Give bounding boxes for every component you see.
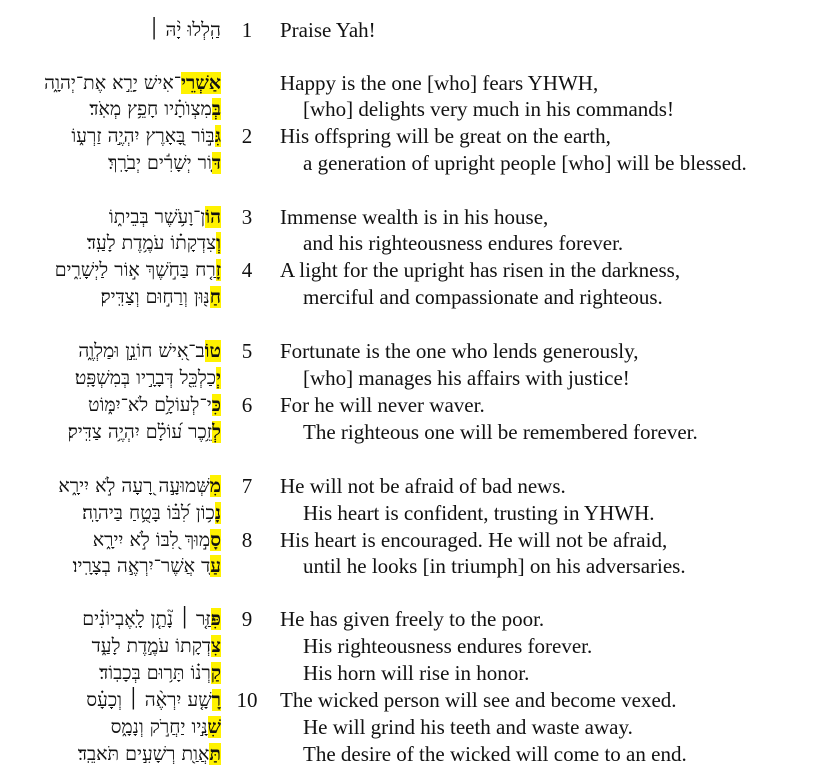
verse-line <box>0 687 825 714</box>
verse-line <box>0 17 825 44</box>
verse-number: 4 <box>241 258 253 282</box>
hebrew-rest: זֵ֥כֶר ע֝וֹלָ֗ם יִהְיֶ֥ה צַדִּֽיק׃ <box>67 421 213 443</box>
hebrew-rest: כ֥וֹן לִ֝בּ֗וֹ בָּטֻ֥חַ בַּיהוָֽה׃ <box>82 502 215 524</box>
english-translation: The righteous one will be remembered forever. <box>303 420 698 444</box>
acrostic-letter-highlight: צִ <box>211 635 221 657</box>
hebrew-text <box>58 473 221 500</box>
english-translation: Praise Yah! <box>280 18 376 42</box>
english-translation: The wicked person will see and become vexed. <box>280 688 677 712</box>
english-translation: He will grind his teeth and waste away. <box>303 715 633 739</box>
verse-line <box>0 70 825 97</box>
acrostic-letter-highlight: נָ <box>214 502 221 524</box>
verse-line <box>0 606 825 633</box>
acrostic-letter-highlight: דּ <box>211 152 221 174</box>
english-translation: a generation of upright people [who] will be blessed. <box>303 151 747 175</box>
english-translation: [who] delights very much in his commands! <box>303 97 674 121</box>
hebrew-rest: ֤וֹר יְשָׁרִ֬ים יְבֹרָֽךְ׃ <box>108 152 212 174</box>
acrostic-letter-highlight: וְ <box>216 232 221 254</box>
acrostic-letter-highlight: עַ <box>210 555 221 577</box>
verse-line <box>0 123 825 150</box>
hebrew-rest: שְּׁמוּעָ֣ה רָ֭עָה לֹ֣א יִירָ֑א <box>58 475 210 497</box>
english-translation: Fortunate is the one who lends generously, <box>280 339 639 363</box>
acrostic-letter-highlight: זָ <box>215 259 221 281</box>
hebrew-rest: מִצְוֺתָ֗יו חָפֵ֥ץ מְאֹֽד׃ <box>89 98 212 120</box>
hebrew-text <box>111 714 221 741</box>
verse-line <box>0 527 825 554</box>
english-translation: and his righteousness endures forever. <box>303 231 624 255</box>
hebrew-text <box>71 123 221 150</box>
verse-number: 5 <box>241 339 253 363</box>
verse-line <box>0 392 825 419</box>
hebrew-rest: הַֽלְלוּ יָ֨הּ ׀ <box>148 19 221 41</box>
verse-line <box>0 257 825 284</box>
english-translation: His heart is confident, trusting in YHWH. <box>303 501 655 525</box>
english-translation: A light for the upright has risen in the darkness, <box>280 258 681 282</box>
hebrew-rest: ־אִישׁ יָרֵ֣א אֶת־יְהוָ֑ה <box>44 72 182 94</box>
verse-line <box>0 338 825 365</box>
hebrew-text <box>109 204 221 231</box>
hebrew-rest: צִדְקָת֗וֹ עֹמֶ֥דֶת לָעַֽד׃ <box>86 232 217 254</box>
verse-number: 9 <box>241 607 253 631</box>
english-translation: His righteousness endures forever. <box>303 634 593 658</box>
hebrew-text <box>44 70 221 97</box>
hebrew-rest: ן־וָעֹ֥שֶׁר בְּבֵית֑וֹ <box>108 206 206 228</box>
verse-line <box>0 365 825 392</box>
english-translation: until he looks [in triumph] on his adversaries. <box>303 554 686 578</box>
hebrew-rest: דְקָתוֹ עֹמֶ֣דֶת לָעַ֑ד <box>91 635 212 657</box>
hebrew-text <box>73 553 221 580</box>
acrostic-letter-highlight: חַ <box>209 286 221 308</box>
acrostic-letter-highlight: יְ <box>216 367 221 389</box>
acrostic-letter-highlight: קַ <box>210 662 221 684</box>
verse-line <box>0 741 825 768</box>
verse-line <box>0 553 825 580</box>
hebrew-rest: ֖ד אֲשֶׁר־יִרְאֶ֣ה בְצָרָֽיו׃ <box>72 555 211 577</box>
hebrew-rest: נָּ֣יו יַחֲרֹ֣ק וְנָמָ֑ס <box>110 716 208 738</box>
hebrew-rest: ב־אִ֭ישׁ חוֹנֵ֣ן וּמַלְוֶ֑ה <box>78 340 205 362</box>
acrostic-letter-highlight: רָ <box>211 689 221 711</box>
english-translation: [who] manages his affairs with justice! <box>303 366 630 390</box>
hebrew-text <box>55 257 221 284</box>
hebrew-text <box>99 660 221 687</box>
hebrew-text <box>75 365 221 392</box>
verse-number: 1 <box>241 18 253 42</box>
english-translation: His offspring will be great on the earth, <box>280 124 611 148</box>
hebrew-text <box>82 500 221 527</box>
acrostic-letter-highlight: בְּ <box>211 98 221 120</box>
english-translation: For he will never waver. <box>280 393 485 417</box>
acrostic-letter-highlight: לְ <box>212 421 221 443</box>
hebrew-rest: זַּ֤ר ׀ נָ֘תַ֤ן לָֽאֶבְיוֹנִ֗ים <box>82 608 211 630</box>
verse-line <box>0 660 825 687</box>
hebrew-text <box>78 338 221 365</box>
hebrew-text <box>86 687 221 714</box>
hebrew-text <box>89 96 221 123</box>
acrostic-letter-highlight: טוֹ <box>204 340 221 362</box>
hebrew-rest: נּ֖וּן וְרַח֣וּם וְצַדִּֽיק׃ <box>100 286 210 308</box>
verse-number: 7 <box>241 474 253 498</box>
hebrew-text <box>82 606 221 633</box>
hebrew-text <box>108 150 221 177</box>
verse-line <box>0 150 825 177</box>
hebrew-text <box>101 284 221 311</box>
acrostic-letter-highlight: הוֹ <box>205 206 221 228</box>
hebrew-rest: בּ֣וֹר בָּ֭אָרֶץ יִהְיֶ֣ה זַרְע֑וֹ <box>71 125 215 147</box>
hebrew-text <box>88 392 221 419</box>
english-translation: His horn will rise in honor. <box>303 661 530 685</box>
hebrew-text <box>93 527 221 554</box>
verse-line <box>0 633 825 660</box>
acrostic-letter-highlight: שִׁ <box>207 716 221 738</box>
verse-line <box>0 230 825 257</box>
verse-line <box>0 284 825 311</box>
hebrew-rest: י־לְעוֹלָ֥ם לֹא־יִמּ֑וֹט <box>88 394 212 416</box>
hebrew-text <box>87 230 221 257</box>
acrostic-letter-highlight: מִ <box>209 475 221 497</box>
verse-line <box>0 419 825 446</box>
acrostic-letter-highlight: גִּ <box>214 125 221 147</box>
hebrew-text <box>149 17 221 44</box>
verse-number: 8 <box>241 528 253 552</box>
verse-line <box>0 714 825 741</box>
hebrew-text <box>68 419 221 446</box>
english-translation: The desire of the wicked will come to an end. <box>303 742 687 766</box>
acrostic-letter-highlight: סָ <box>210 529 221 551</box>
hebrew-rest: אֲוַ֖ת רְשָׁעִ֣ים תֹּאבֵֽד׃ <box>77 743 210 765</box>
hebrew-rest: שָׁ֤ע יִרְאֶ֨ה ׀ וְכָעָ֗ס <box>86 689 212 711</box>
english-translation: Immense wealth is in his house, <box>280 205 549 229</box>
hebrew-rest: כַלְכֵּ֖ל דְּבָרָ֣יו בְּמִשְׁפָּֽט׃ <box>74 367 217 389</box>
english-translation: He will not be afraid of bad news. <box>280 474 566 498</box>
hebrew-rest: רְנ֗וֹ תָּר֥וּם בְּכָבֽוֹד׃ <box>99 662 211 684</box>
english-translation: merciful and compassionate and righteous. <box>303 285 663 309</box>
hebrew-text <box>92 633 221 660</box>
acrostic-letter-highlight: אַשְׁרֵי <box>181 72 221 94</box>
verse-number: 6 <box>241 393 253 417</box>
hebrew-rest: מ֣וּךְ לִ֭בּוֹ לֹ֣א יִירָ֑א <box>92 529 211 551</box>
acrostic-letter-highlight: תַּ <box>209 743 221 765</box>
verse-number: 10 <box>236 688 258 712</box>
english-translation: He has given freely to the poor. <box>280 607 545 631</box>
verse-line <box>0 96 825 123</box>
acrostic-letter-highlight: כִּ <box>211 394 221 416</box>
verse-line <box>0 500 825 527</box>
acrostic-letter-highlight: פִּ <box>210 608 221 630</box>
verse-line <box>0 473 825 500</box>
verse-number: 3 <box>241 205 253 229</box>
english-translation: Happy is the one [who] fears YHWH, <box>280 71 599 95</box>
english-translation: His heart is encouraged. He will not be afraid, <box>280 528 668 552</box>
verse-line <box>0 204 825 231</box>
hebrew-text <box>78 741 221 768</box>
verse-number: 2 <box>241 124 253 148</box>
hebrew-rest: רַ֤ח בַּחֹ֣שֶׁךְ א֣וֹר לַיְשָׁרִ֑ים <box>54 259 216 281</box>
